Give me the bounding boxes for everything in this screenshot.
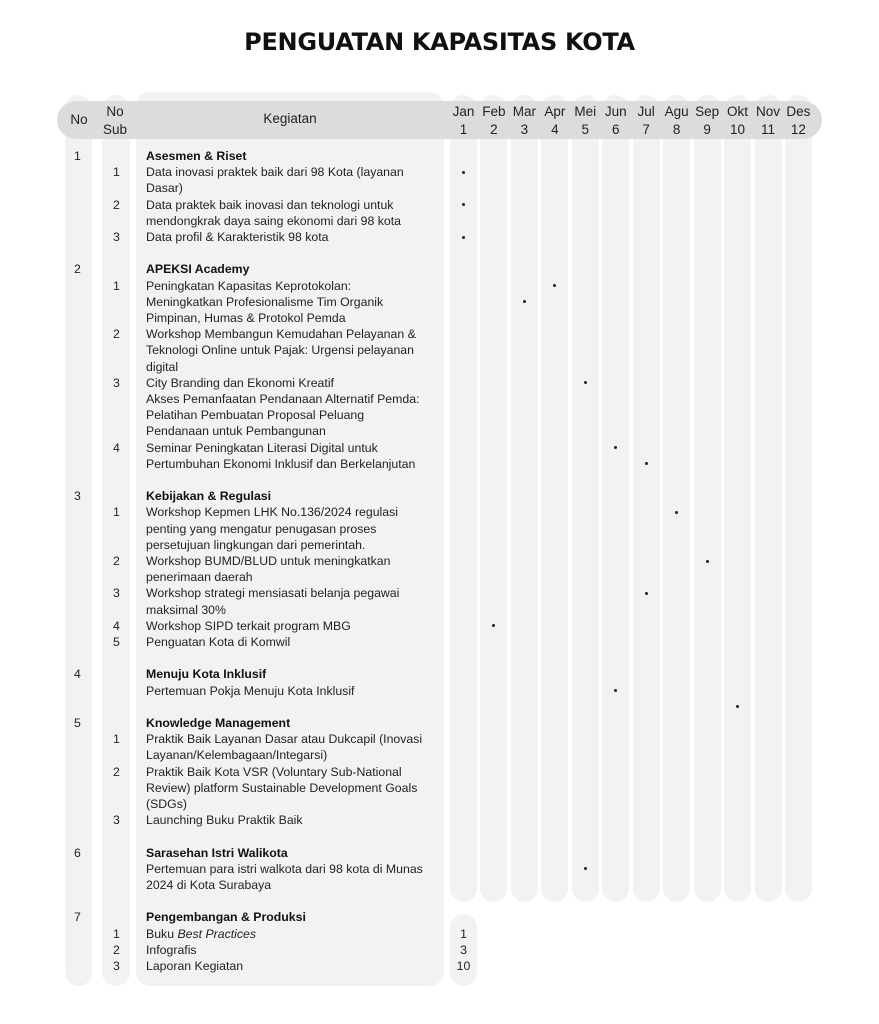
activity-line: City Branding dan Ekonomi Kreatif [146,375,334,390]
activity-line: Infografis [146,942,197,957]
count-value: 1 [460,926,467,941]
header-month-num: 9 [703,122,711,137]
sub-number: 1 [113,505,120,520]
header-month-name: Jun [604,104,627,119]
header-month-name: Apr [544,104,566,119]
activity-line: Pelatihan Pembuatan Proposal Peluang [146,408,365,423]
col-bg-month-1 [450,95,477,902]
header-month-name: Des [786,104,811,119]
header-month-num: 5 [581,122,590,137]
activity-line: Workshop SIPD terkait program MBG [146,618,351,633]
section-title: Knowledge Management [146,716,291,730]
col-bg-month-11 [755,95,782,902]
sub-number: 3 [113,813,120,828]
activity-line: digital [146,359,179,374]
activity-line: Layanan/Kelembagaan/Integarsi) [146,748,328,763]
sub-number: 2 [113,197,120,212]
activity-line: penerimaan daerah [146,570,253,585]
activity-line: Launching Buku Praktik Baik [146,813,303,828]
activity-line: maksimal 30% [146,602,226,617]
col-bg-month-12 [785,95,812,902]
header-month-name: Okt [727,104,749,119]
section-number: 5 [74,716,81,730]
activity-line: Pendanaan untuk Pembangunan [146,424,326,439]
section-number: 3 [74,489,81,504]
header-month-num: 12 [790,122,806,137]
header-month-num: 8 [672,122,681,137]
activity-line: Workshop Membangun Kemudahan Pelayanan & [146,327,416,342]
activity-line: persetujuan lingkungan dari pemerintah. [146,537,366,552]
sub-number: 3 [113,375,120,390]
schedule-dot-month-1 [462,236,465,239]
header-month-name: Agu [664,104,689,119]
header-month-name: Jan [452,104,475,119]
section-number: 7 [74,910,81,925]
count-value: 3 [460,942,467,957]
header-month-num: 3 [520,122,529,137]
section-title: APEKSI Academy [146,262,250,277]
sub-number: 1 [113,926,120,941]
activity-line: Praktik Baik Layanan Dasar atau Dukcapil (Inovasi [146,732,423,747]
col-bg-month-9 [694,95,721,902]
section-title: Menuju Kota Inklusif [146,667,267,682]
activity-line: Pertumbuhan Ekonomi Inklusif dan Berkelanjutan [146,456,416,471]
section-number: 1 [74,149,81,163]
activity-line: Laporan Kegiatan [146,959,244,973]
sub-number: 1 [113,278,120,293]
sub-number: 2 [113,764,120,779]
activity-line: Workshop BUMD/BLUD untuk meningkatkan [146,554,391,568]
col-bg-month-3 [511,95,538,902]
section-title: Sarasehan Istri Walikota [146,845,288,860]
sub-number: 1 [113,165,120,180]
activity-line: Data profil & Karakteristik 98 kota [146,230,329,244]
header-month-name: Mei [574,104,597,119]
activity-line: Data praktek baik inovasi dan teknologi untuk [146,197,394,212]
section-title: Kebijakan & Regulasi [146,489,272,504]
activity-line: Praktik Baik Kota VSR (Voluntary Sub-National [146,764,402,779]
page-title: PENGUATAN KAPASITAS KOTA [244,28,635,56]
col-bg-month-10 [724,95,751,902]
activity-line: Seminar Peningkatan Literasi Digital untuk [146,440,378,455]
sub-number: 3 [113,959,120,973]
sub-number: 5 [113,635,120,649]
activity-line: Dasar) [146,181,183,196]
schedule-dot-month-9 [706,560,709,563]
header-month-num: 4 [551,122,559,137]
header-month-name: Mar [512,104,537,119]
sub-number: 3 [113,230,120,244]
activity-line: Meningkatkan Profesionalisme Tim Organik [146,294,384,309]
header-month-num: 1 [459,122,468,137]
sub-number: 3 [113,586,120,601]
header-month-name: Sep [695,104,720,119]
sub-number: 4 [113,618,120,633]
sub-number: 2 [113,554,120,568]
schedule-dot-month-1 [462,171,465,174]
activity-line: Workshop strategi mensiasati belanja pegawai [146,586,400,601]
sub-number: 2 [113,327,120,342]
activity-line: 2024 di Kota Surabaya [146,878,272,892]
activity-line: Penguatan Kota di Komwil [146,635,291,649]
activity-line: Pertemuan Pokja Menuju Kota Inklusif [146,683,355,698]
header-no-sub-line2: Sub [102,122,128,137]
sub-number: 4 [113,440,120,455]
header-month-name: Nov [755,104,780,119]
section-number: 4 [74,667,81,682]
activity-line: mendongkrak daya saing ekonomi dari 98 kota [146,213,401,228]
activity-line: Review) platform Sustainable Development Goals [146,780,418,795]
activity-line: Workshop Kepmen LHK No.136/2024 regulasi [146,505,399,520]
sub-number: 2 [113,942,120,957]
header-no-sub-line1: No [106,104,124,119]
header-month-name: Feb [482,104,506,119]
activity-line: (SDGs) [146,797,187,811]
activity-line: Akses Pemanfaatan Pendanaan Alternatif Pemda: [146,392,420,406]
section-title: Pengembangan & Produksi [146,910,306,925]
activity-line: Pertemuan para istri walkota dari 98 kota di Munas [146,861,423,876]
col-bg-month-6 [602,95,629,902]
col-bg-month-2 [480,95,507,902]
activity-line: Pimpinan, Humas & Protokol Pemda [146,311,346,325]
activity-line: Peningkatan Kapasitas Keprotokolan: [146,278,352,293]
header-month-num: 2 [490,122,498,137]
header-month-num: 6 [611,122,620,137]
header-month-num: 11 [760,122,775,137]
activity-line: penting yang mengatur penugasan proses [146,521,377,536]
activity-line: Buku Best Practices [146,926,257,941]
header-month-name: Jul [637,104,655,119]
sub-number: 1 [113,732,120,747]
activity-line: Teknologi Online untuk Pajak: Urgensi pelayanan [146,343,414,358]
header-no: No [70,112,88,127]
schedule-dot-month-7 [645,592,648,595]
col-bg-month-4 [541,95,568,902]
count-value: 10 [456,959,471,973]
section-number: 2 [74,262,81,277]
header-month-num: 7 [642,122,650,137]
col-bg-month-5 [572,95,599,902]
section-title: Asesmen & Riset [146,149,247,163]
header-kegiatan: Kegiatan [263,111,317,126]
activity-line: Data inovasi praktek baik dari 98 Kota (layanan [146,165,404,180]
header-month-num: 10 [730,122,746,137]
section-number: 6 [74,845,81,860]
col-bg-month-7 [633,95,660,902]
col-bg-month-8 [663,95,690,902]
